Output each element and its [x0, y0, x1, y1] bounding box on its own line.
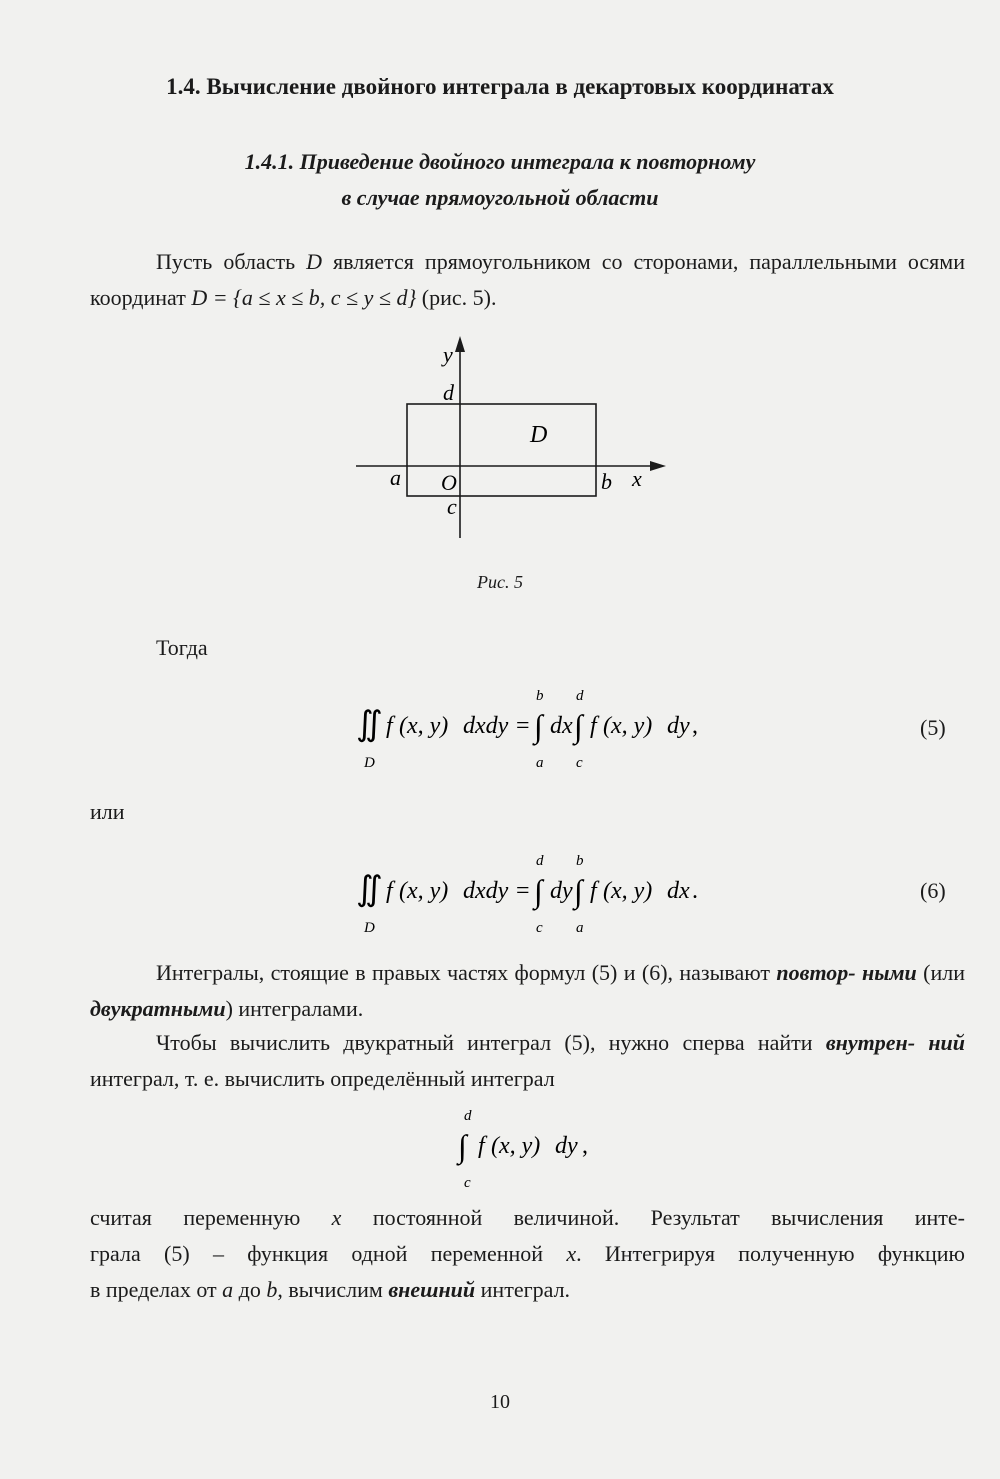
- domain-rectangle: [407, 404, 596, 496]
- double-integral-icon: ∬: [356, 871, 383, 908]
- inner-lower-limit: a: [576, 920, 584, 936]
- integral-icon: ∫: [574, 708, 583, 744]
- lower-limit: c: [464, 1175, 471, 1191]
- intro-domain-formula: D = {a ≤ x ≤ b, c ≤ y ≤ d}: [191, 285, 417, 310]
- inner-text-1: Чтобы вычислить двукратный интеграл (5), нужно сперва найти: [156, 1030, 826, 1055]
- lhs-differential: dxdy: [463, 713, 509, 739]
- inner-upper-limit: b: [576, 853, 584, 869]
- equation-6: [330, 848, 750, 938]
- label-O: O: [441, 470, 457, 495]
- final-text-6: до: [233, 1277, 267, 1302]
- label-D: D: [530, 422, 548, 448]
- equation-5: [330, 683, 750, 773]
- inner-upper-limit: d: [576, 688, 584, 704]
- variable-b: b: [266, 1277, 278, 1302]
- differential: dy: [555, 1133, 578, 1159]
- final-text-1: считая переменную: [90, 1205, 332, 1230]
- term-double: двукратными: [90, 996, 226, 1021]
- intro-text-3: (рис. 5).: [416, 285, 497, 310]
- page-number: 10: [490, 1391, 510, 1413]
- final-text-2: постоянной величиной. Результат вычисления инте-: [341, 1205, 965, 1230]
- outer-lower-limit: c: [536, 920, 543, 936]
- inner-differential: dx: [667, 878, 690, 904]
- intro-text-2: является прямоугольником со сторонами, параллельными осями координат: [90, 249, 965, 310]
- label-d: d: [443, 380, 454, 405]
- inner-args: (x, y): [603, 878, 653, 904]
- intro-paragraph: [90, 244, 965, 316]
- final-text-8: интеграл.: [475, 1277, 571, 1302]
- label-b: b: [601, 469, 612, 494]
- subsection-title-line2: в случае прямоугольной области: [341, 185, 659, 210]
- final-text-7: , вычислим: [277, 1277, 389, 1302]
- lhs-differential: dxdy: [463, 878, 509, 904]
- figure-caption: Рис. 5: [477, 572, 523, 592]
- lhs-function: f: [386, 713, 393, 739]
- integral-icon: ∫: [458, 1128, 467, 1164]
- equation-punctuation: ,: [582, 1133, 588, 1159]
- upper-limit: d: [464, 1108, 472, 1124]
- integral-icon: ∫: [534, 873, 543, 909]
- equals-sign: =: [516, 878, 530, 904]
- iterated-text-3: ) интегралами.: [225, 996, 364, 1021]
- inner-lower-limit: c: [576, 755, 583, 771]
- equation-number-5: (5): [920, 715, 946, 740]
- variable-x: x: [566, 1241, 577, 1266]
- args: (x, y): [491, 1133, 541, 1159]
- y-axis-arrow-icon: [455, 336, 465, 352]
- subsection-title: [0, 144, 1000, 216]
- integral-icon: ∫: [534, 708, 543, 744]
- term-inner-part2: ний: [928, 1030, 965, 1055]
- inner-differential: dy: [667, 713, 690, 739]
- lhs-domain: D: [364, 755, 375, 771]
- variable-a: a: [222, 1277, 234, 1302]
- figure-5: [340, 330, 680, 545]
- intro-domain-symbol: D: [306, 249, 323, 274]
- inner-integral-formula: [450, 1103, 650, 1193]
- equation-number-6: (6): [920, 878, 946, 903]
- inner-args: (x, y): [603, 713, 653, 739]
- label-a: a: [390, 465, 401, 490]
- equation-punctuation: .: [692, 878, 698, 904]
- lhs-domain: D: [364, 920, 375, 936]
- rectangle-domain-diagram: [340, 330, 680, 545]
- inner-text-2: интеграл, т. е. вычислить определённый интеграл: [90, 1066, 555, 1091]
- outer-differential: dx: [550, 713, 573, 739]
- final-text-5: в пределах от: [90, 1277, 223, 1302]
- x-axis-arrow-icon: [650, 461, 666, 471]
- intro-text-1: Пусть область: [156, 249, 307, 274]
- term-inner-part1: внутрен-: [825, 1030, 916, 1055]
- lhs-args: (x, y): [399, 713, 449, 739]
- label-c: c: [447, 494, 457, 519]
- lhs-args: (x, y): [399, 878, 449, 904]
- integral-icon: ∫: [574, 873, 583, 909]
- inner-integral-paragraph: [90, 1025, 965, 1097]
- or-word: или: [90, 799, 125, 824]
- section-title: 1.4. Вычисление двойного интеграла в декартовых координатах: [166, 74, 834, 99]
- equals-sign: =: [516, 713, 530, 739]
- subsection-title-line1: 1.4.1. Приведение двойного интеграла к повторному: [244, 149, 756, 174]
- lhs-function: f: [386, 878, 393, 904]
- equation-punctuation: ,: [692, 713, 698, 739]
- outer-lower-limit: a: [536, 755, 544, 771]
- function: f: [478, 1133, 485, 1159]
- outer-upper-limit: d: [536, 853, 544, 869]
- inner-function: f: [590, 878, 597, 904]
- term-repeated-part2: ными: [862, 960, 917, 985]
- iterated-text-1: Интегралы, стоящие в правых частях формул (5) и (6), называют: [156, 960, 777, 985]
- iterated-paragraph: [90, 955, 965, 1027]
- then-word: Тогда: [156, 635, 208, 660]
- outer-upper-limit: b: [536, 688, 544, 704]
- final-text-4: . Интегрируя полученную функцию: [576, 1241, 965, 1266]
- label-y: y: [443, 342, 453, 367]
- iterated-text-2: (или: [916, 960, 966, 985]
- label-x: x: [632, 466, 642, 491]
- double-integral-icon: ∬: [356, 706, 383, 743]
- term-outer: внешний: [388, 1277, 476, 1302]
- outer-differential: dy: [550, 878, 573, 904]
- term-repeated-part1: повтор-: [776, 960, 856, 985]
- inner-function: f: [590, 713, 597, 739]
- final-paragraph: [90, 1200, 965, 1308]
- variable-x: x: [331, 1205, 342, 1230]
- final-text-3: грала (5) – функция одной переменной: [90, 1241, 567, 1266]
